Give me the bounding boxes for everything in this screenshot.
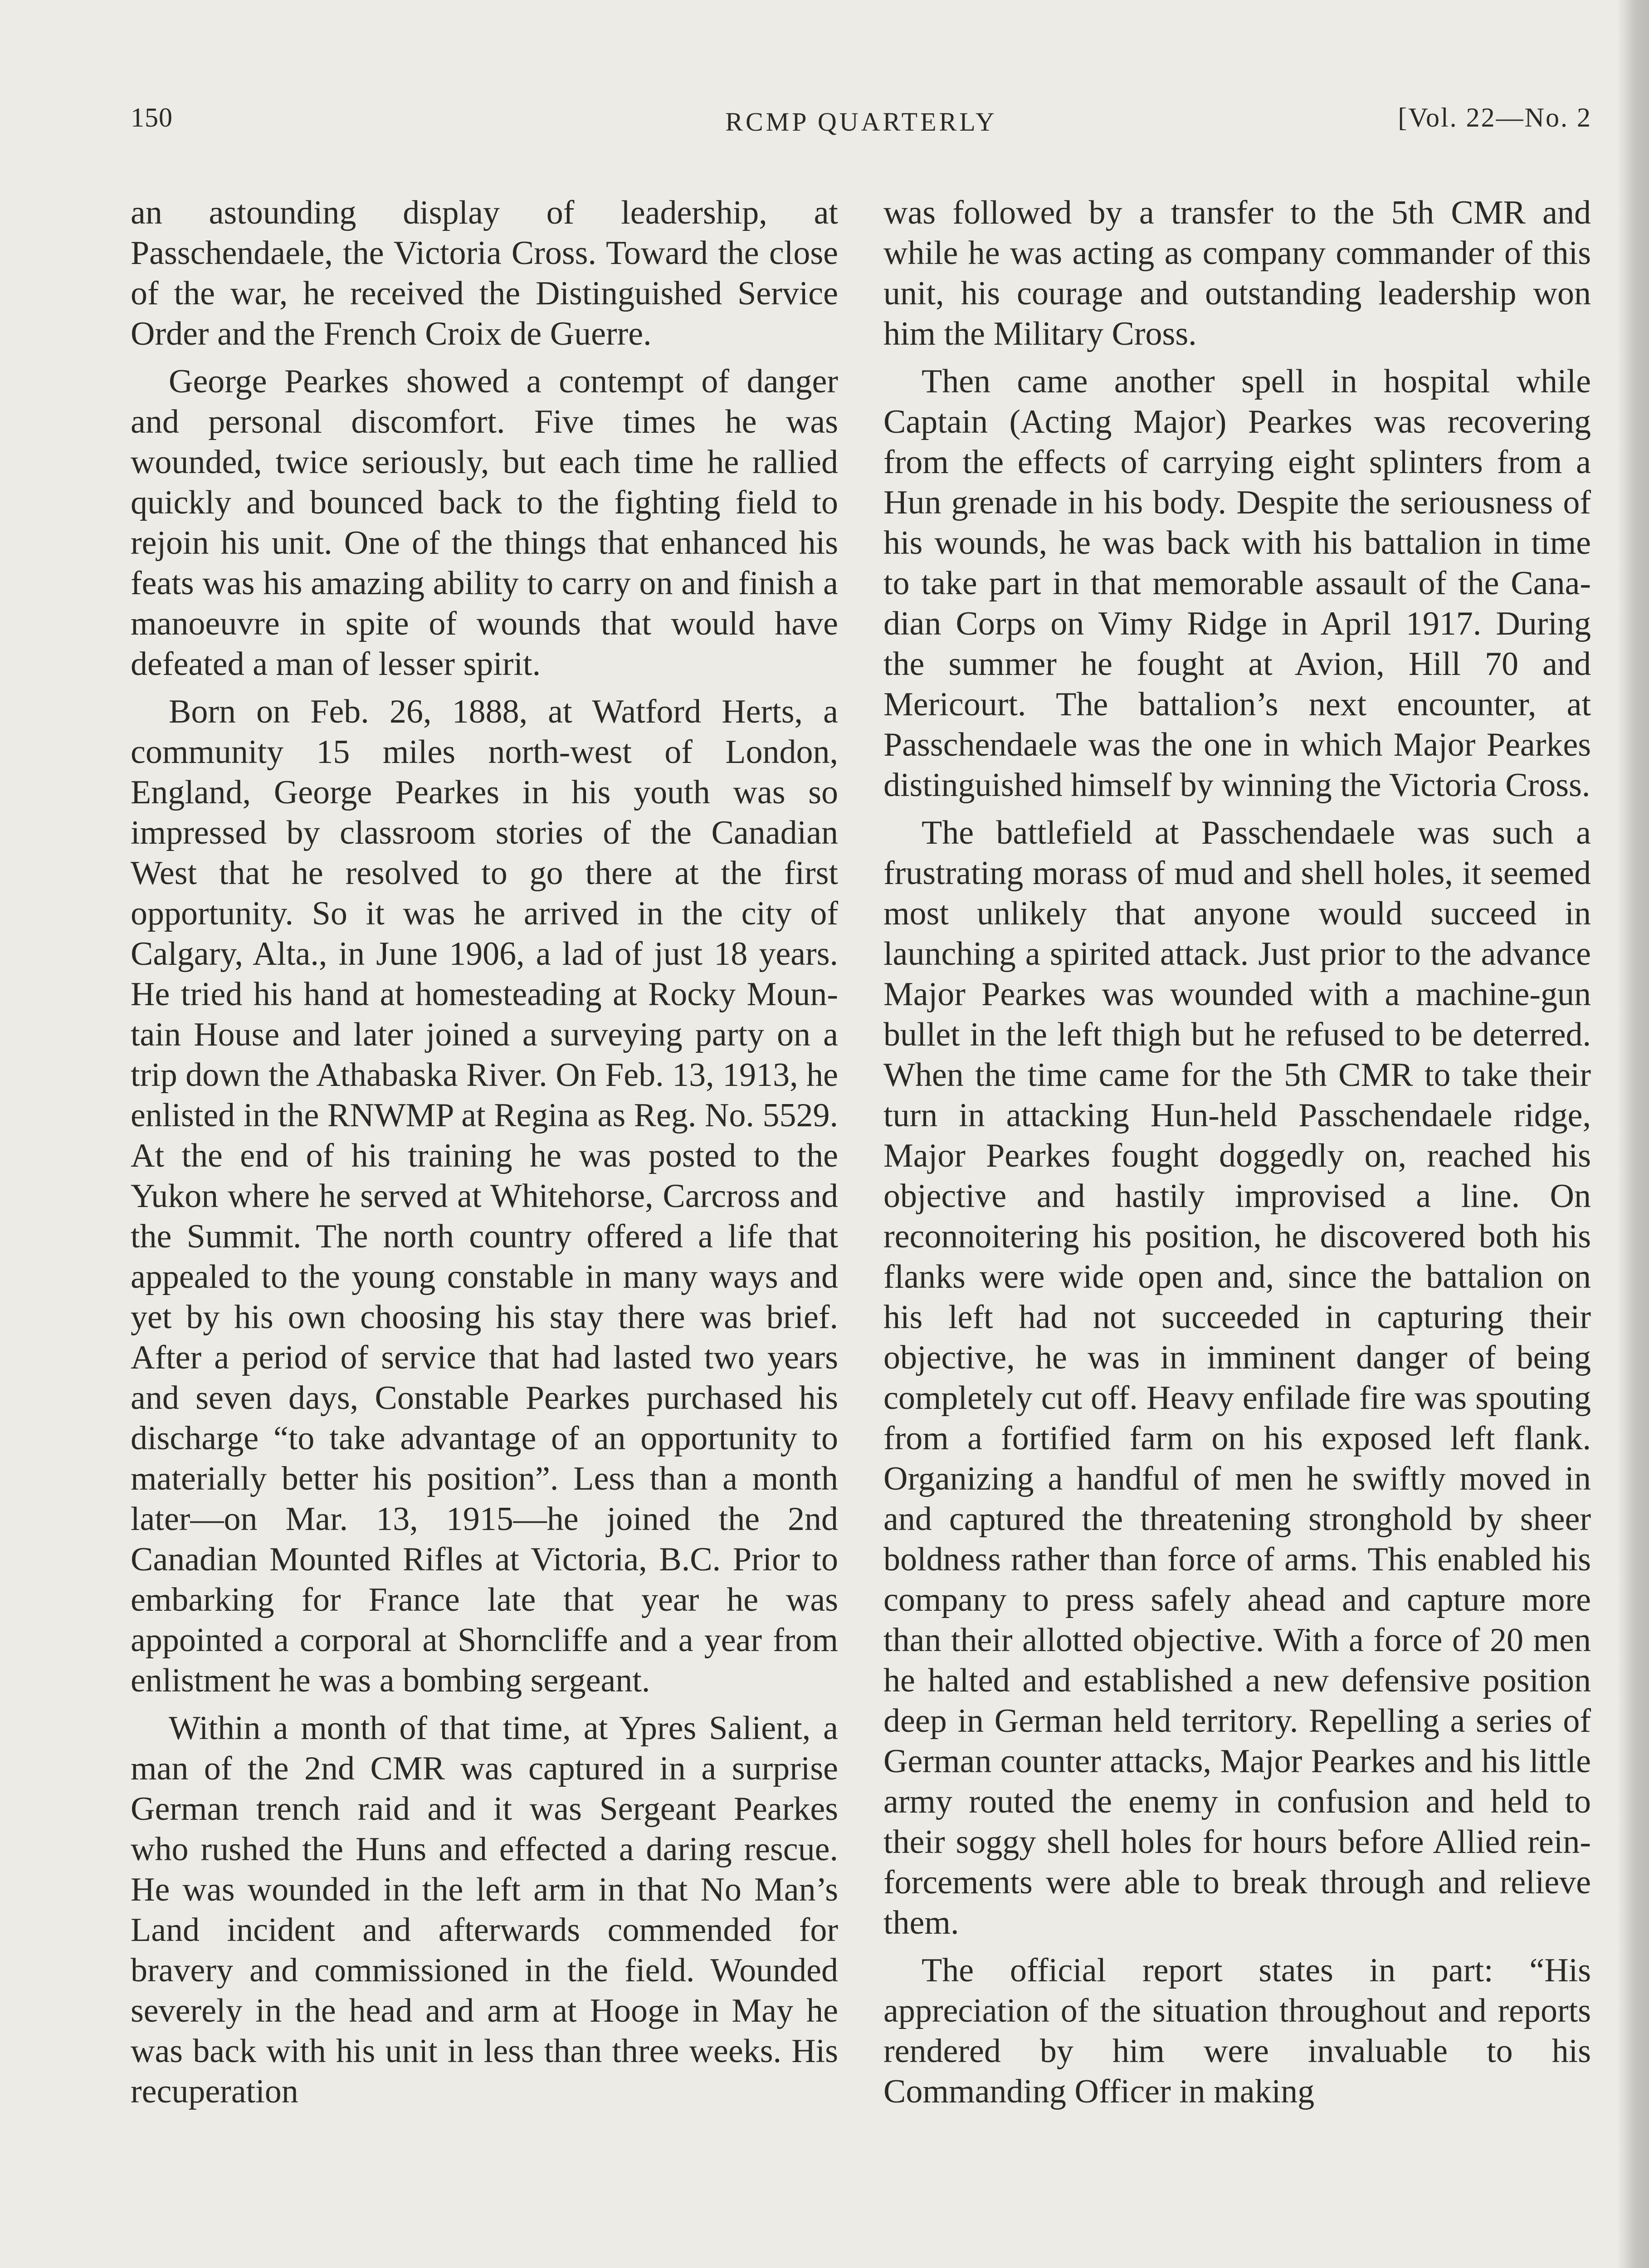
right-column bbox=[883, 193, 1591, 2119]
paragraph: The battlefield at Passchendaele was such a frustrating morass of mud and shell holes, it seemed most unlikely that anyone would succeed in launching a spirited attack. Just prior to the advance Major Pearkes was wounded with a machine-gun bullet in the left thigh but he refused to be deterred. When the time came for the 5th CMR to take their turn in attacking Hun-held Passchendaele ridge, Major Pearkes fought doggedly on, reached his objective and hastily improvised a line. On reconnoitering his position, he discovered both his flanks were wide open and, since the battalion on his left had not succeeded in capturing their objective, he was in imminent danger of being completely cut off. Heavy enfilade fire was spouting from a fortified farm on his exposed left flank. Organizing a handful of men he swiftly moved in and captured the threatening stronghold by sheer boldness rather than force of arms. This enabled his company to press safely ahead and capture more than their allotted objective. With a force of 20 men he halted and established a new defensive position deep in German held territory. Repelling a series of German counter attacks, Major Pearkes and his little army routed the enemy in confusion and held to their soggy shell holes for hours before Allied reinforcements were able to break through and relieve them. bbox=[883, 814, 1591, 1941]
issue-label: [Vol. 22—No. 2 bbox=[1398, 103, 1592, 132]
paragraph: an astounding display of leadership, at Passchendaele, the Victoria Cross. Toward the close of the war, he received the Distinguished Service Order and the French Croix de Guerre. bbox=[131, 194, 838, 352]
paragraph: Then came another spell in hospital while Captain (Acting Major) Pearkes was recovering from the effects of carrying eight splinters from a Hun grenade in his body. Despite the seriousness of his wounds, he was back with his battalion in time to take part in that memorable assault of the Canadian Corps on Vimy Ridge in April 1917. During the summer he fought at Avion, Hill 70 and Mericourt. The battalion’s next encounter, at Passchendaele was the one in which Major Pearkes distinguished himself by winning the Victoria Cross. bbox=[883, 363, 1591, 804]
page-number: 150 bbox=[131, 103, 173, 132]
paragraph: Within a month of that time, at Ypres Salient, a man of the 2nd CMR was captured in a surprise German trench raid and it was Sergeant Pearkes who rushed the Huns and effected a daring rescue. He was wounded in the left arm in that No Man’s Land incident and afterwards commended for bravery and commissioned in the field. Wounded severely in the head and arm at Hooge in May he was back with his unit in less than three weeks. His recuperation bbox=[131, 1710, 838, 2110]
running-header bbox=[131, 102, 1592, 143]
paragraph: George Pearkes showed a contempt of danger and personal discomfort. Five times he was wounded, twice seriously, but each time he rallied quickly and bounced back to the fighting field to rejoin his unit. One of the things that enhanced his feats was his amazing ability to carry on and finish a manoeuvre in spite of wounds that would have defeated a man of lesser spirit. bbox=[131, 363, 838, 683]
page-edge-shadow bbox=[1617, 0, 1649, 2268]
paragraph: Born on Feb. 26, 1888, at Watford Herts, a community 15 miles north-west of London, England, George Pearkes in his youth was so impressed by classroom stories of the Canadian West that he resolved to go there at the first opportunity. So it was he arrived in the city of Calgary, Alta., in June 1906, a lad of just 18 years. He tried his hand at homesteading at Rocky Mountain House and later joined a surveying party on a trip down the Athabaska River. On Feb. 13, 1913, he enlisted in the RNWMP at Regina as Reg. No. 5529. At the end of his training he was posted to the Yukon where he served at Whitehorse, Carcross and the Summit. The north country offered a life that appealed to the young constable in many ways and yet by his own choosing his stay there was brief. After a period of service that had lasted two years and seven days, Constable Pearkes purchased his discharge “to take advantage of an opportunity to materially better his position”. Less than a month later—on Mar. 13, 1915—he joined the 2nd Canadian Mounted Rifles at Victoria, B.C. Prior to embarking for France late that year he was appointed a corporal at Shorncliffe and a year from enlistment he was a bombing sergeant. bbox=[131, 693, 838, 1699]
paragraph: was followed by a transfer to the 5th CMR and while he was acting as company commander of this unit, his courage and outstanding leadership won him the Military Cross. bbox=[883, 194, 1591, 352]
paragraph: The official report states in part: “His appreciation of the situation throughout and reports rendered by him were invaluable to his Commanding Officer in making bbox=[883, 1952, 1591, 2110]
journal-title: RCMP QUARTERLY bbox=[725, 107, 997, 137]
left-column bbox=[131, 193, 838, 2119]
